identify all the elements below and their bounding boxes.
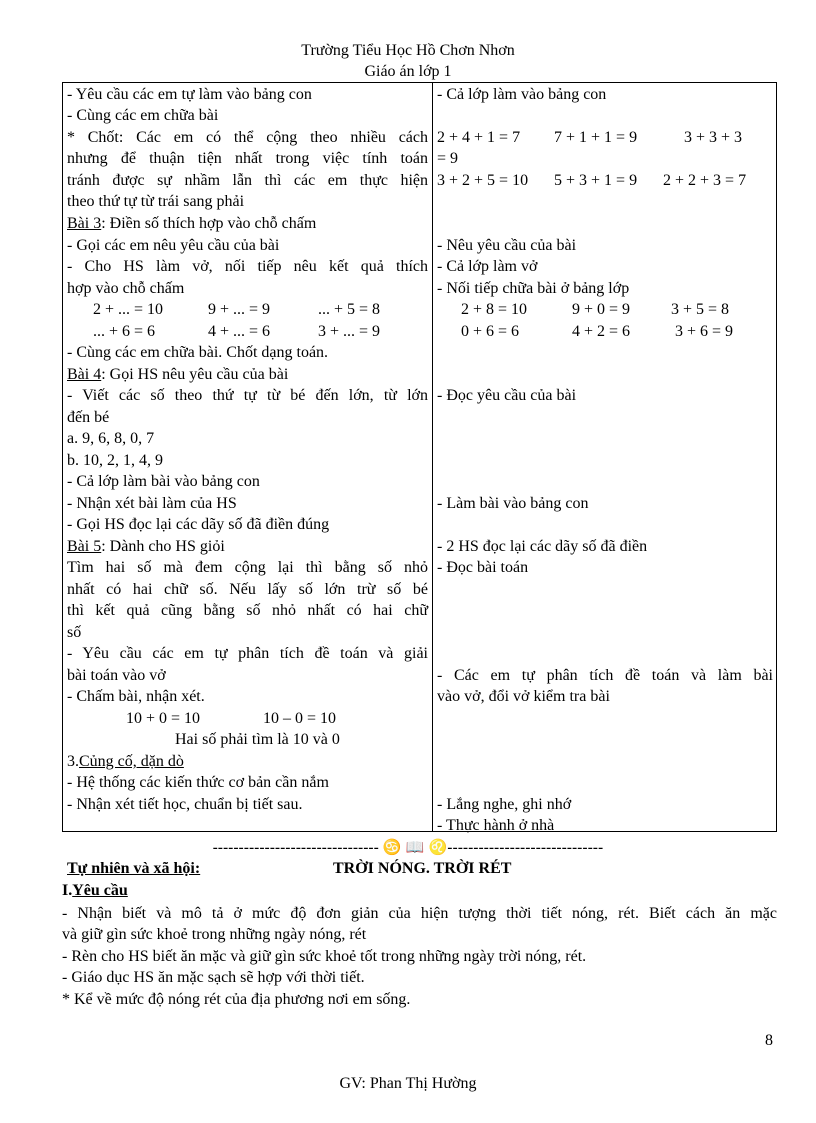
teacher-line: - Gọi HS đọc lại các dãy số đã điền đúng: [67, 516, 330, 533]
student-line: - Đọc bài toán: [437, 559, 529, 576]
exercise-item: ... + 6 = 6: [93, 323, 156, 340]
teacher-line: * Chốt: Các em có thể cộng theo nhiều cách: [67, 129, 428, 146]
teacher-line: theo thứ tự từ trái sang phải: [67, 193, 245, 210]
teacher-line: - Cùng các em chữa bài: [67, 107, 219, 124]
teacher-line: nhưng để thuận tiện nhất trong việc tính toán: [67, 150, 428, 167]
exercise-item: 3 + ... = 9: [318, 323, 381, 340]
teacher-footer: GV: Phan Thị Hường: [339, 1075, 477, 1092]
teacher-line: - Gọi các em nêu yêu cầu của bài: [67, 237, 280, 254]
requirements-label: Yêu cầu: [72, 882, 128, 899]
exercise-4-label: Bài 4: [67, 366, 102, 383]
exercise-4-text: : Gọi HS nêu yêu cầu của bài: [101, 366, 289, 383]
subject-label: Tự nhiên và xã hội:: [67, 860, 201, 877]
student-equation: 4 + 2 = 6: [572, 323, 631, 340]
exercise-5-heading: [67, 536, 428, 557]
student-line: - Thực hành ở nhà: [437, 817, 555, 834]
student-line: - Các em tự phân tích đề toán và làm bài: [437, 667, 773, 684]
column-divider: [432, 83, 433, 831]
student-equation: = 9: [437, 150, 459, 167]
student-equation: 2 + 2 + 3 = 7: [663, 172, 747, 189]
lesson-table: [62, 82, 777, 832]
student-equation: 2 + 8 = 10: [461, 301, 528, 318]
student-equation: 2 + 4 + 1 = 7: [437, 129, 521, 146]
student-equation: 3 + 3 + 3: [684, 129, 743, 146]
section-3-title: Củng cố, dặn dò: [79, 753, 184, 770]
teacher-line: số: [67, 624, 82, 641]
student-line: - Làm bài vào bảng con: [437, 495, 589, 512]
solution-equation: 10 – 0 = 10: [263, 710, 337, 727]
teacher-line: - Yêu cầu các em tự làm vào bảng con: [67, 86, 312, 103]
lesson-subtitle: Giáo án lớp 1: [364, 63, 452, 80]
teacher-line: a. 9, 6, 8, 0, 7: [67, 430, 155, 447]
requirements-heading: [62, 882, 128, 900]
requirement-line: và giữ gìn sức khoẻ trong những ngày nóng, rét: [62, 926, 367, 943]
teacher-line: - Cùng các em chữa bài. Chốt dạng toán.: [67, 344, 329, 361]
student-equation: 5 + 3 + 1 = 9: [554, 172, 638, 189]
student-line: - Đọc yêu cầu của bài: [437, 387, 577, 404]
school-name: Trường Tiểu Học Hồ Chơn Nhơn: [301, 42, 515, 59]
exercise-item: 2 + ... = 10: [93, 301, 164, 318]
student-line: - 2 HS đọc lại các dãy số đã điền: [437, 538, 648, 555]
student-line: - Cả lớp làm vào bảng con: [437, 86, 607, 103]
requirements-number: I.: [62, 882, 73, 899]
student-equation: 3 + 6 = 9: [675, 323, 734, 340]
teacher-line: - Chấm bài, nhận xét.: [67, 688, 205, 705]
solution-answer: Hai số phải tìm là 10 và 0: [175, 731, 340, 748]
teacher-line: hợp vào chỗ chấm: [67, 280, 185, 297]
page-number: 8: [765, 1032, 773, 1049]
exercise-3-label: Bài 3: [67, 215, 102, 232]
teacher-line: nhất có hai chữ số. Nếu lấy số lớn trừ số bé: [67, 581, 428, 598]
solution-equation: 10 + 0 = 10: [126, 710, 201, 727]
requirement-line: - Nhận biết và mô tả ở mức độ đơn giản của hiện tượng thời tiết nóng, rét. Biết cách ăn mặc: [62, 905, 777, 922]
teacher-line: - Viết các số theo thứ tự từ bé đến lớn, từ lớn: [67, 387, 428, 404]
student-line: vào vở, đổi vở kiểm tra bài: [437, 688, 610, 705]
teacher-line: tránh được sự nhầm lẫn thì các em thực hiện: [67, 172, 428, 189]
exercise-3-heading: [67, 213, 428, 234]
teacher-line: đến bé: [67, 409, 110, 426]
teacher-line: b. 10, 2, 1, 4, 9: [67, 452, 163, 469]
student-equation: 3 + 2 + 5 = 10: [437, 172, 529, 189]
teacher-line: - Cho HS làm vở, nối tiếp nêu kết quả thích: [67, 258, 428, 275]
exercise-5-text: : Dành cho HS giỏi: [101, 538, 225, 555]
requirement-line: - Giáo dục HS ăn mặc sạch sẽ hợp với thời tiết.: [62, 969, 365, 986]
section-separator: -------------------------------- ♋ 📖 ♌------------------------------: [212, 840, 604, 856]
teacher-line: - Hệ thống các kiến thức cơ bản cần nắm: [67, 774, 329, 791]
exercise-item: 9 + ... = 9: [208, 301, 271, 318]
exercise-4-heading: [67, 364, 428, 385]
teacher-line: bài toán vào vở: [67, 667, 166, 684]
teacher-line: - Nhận xét tiết học, chuẩn bị tiết sau.: [67, 796, 303, 813]
student-equation: 9 + 0 = 9: [572, 301, 631, 318]
student-line: - Lắng nghe, ghi nhớ: [437, 796, 572, 813]
section-3-heading: [67, 751, 428, 772]
student-line: - Nêu yêu cầu của bài: [437, 237, 577, 254]
teacher-line: - Nhận xét bài làm của HS: [67, 495, 237, 512]
exercise-item: 4 + ... = 6: [208, 323, 271, 340]
section-3-number: 3.: [67, 753, 79, 770]
student-equation: 7 + 1 + 1 = 9: [554, 129, 638, 146]
exercise-3-text: : Điền số thích hợp vào chỗ chấm: [101, 215, 317, 232]
exercise-5-label: Bài 5: [67, 538, 102, 555]
teacher-line: - Cả lớp làm bài vào bảng con: [67, 473, 260, 490]
student-line: - Cả lớp làm vở: [437, 258, 538, 275]
lesson-title: TRỜI NÓNG. TRỜI RÉT: [333, 860, 512, 877]
exercise-item: ... + 5 = 8: [318, 301, 381, 318]
student-line: - Nối tiếp chữa bài ở bảng lớp: [437, 280, 630, 297]
teacher-line: Tìm hai số mà đem cộng lại thì bằng số nhỏ: [67, 559, 428, 576]
requirement-line: - Rèn cho HS biết ăn mặc và giữ gìn sức khoẻ tốt trong những ngày trời nóng, rét.: [62, 948, 587, 965]
student-equation: 0 + 6 = 6: [461, 323, 520, 340]
requirement-line: * Kể về mức độ nóng rét của địa phương nơi em sống.: [62, 991, 411, 1008]
student-equation: 3 + 5 = 8: [671, 301, 730, 318]
teacher-line: thì kết quả cũng bằng số nhỏ nhất có hai chữ: [67, 602, 428, 619]
teacher-line: - Yêu cầu các em tự phân tích đề toán và giải: [67, 645, 428, 662]
